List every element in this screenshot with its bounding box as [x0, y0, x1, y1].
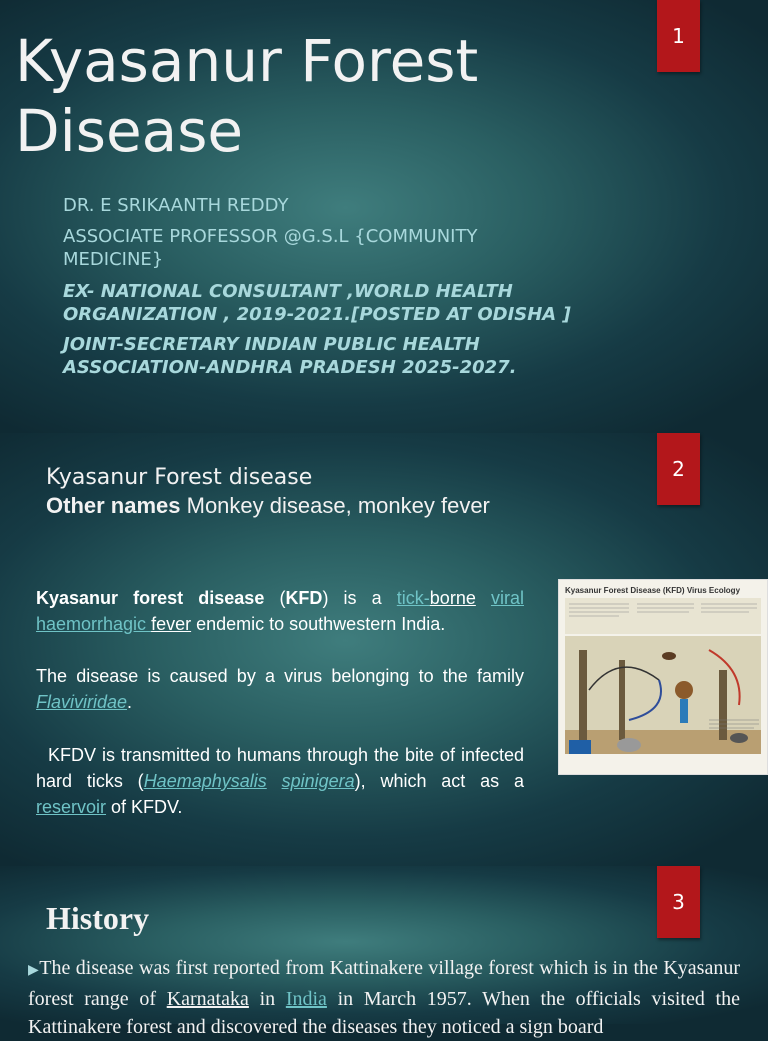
human-figure — [680, 699, 688, 723]
slide-title: History — [46, 900, 150, 936]
slide-title — [15, 26, 615, 166]
text: in — [248, 988, 286, 1010]
paragraph-cause — [36, 663, 524, 715]
title-line-1: Kyasanur Forest — [15, 27, 479, 95]
slide-title: Kyasanur Forest disease — [46, 465, 313, 490]
kfd-abbr: KFD — [285, 588, 323, 608]
rodent — [662, 652, 676, 660]
text — [476, 588, 491, 608]
monkey — [675, 681, 693, 699]
link-reservoir[interactable]: reservoir — [36, 797, 107, 817]
text — [267, 771, 282, 791]
link-tick[interactable]: tick- — [396, 588, 430, 608]
text: in March 1957. When the officials visited the Kattinakere forest and discovered the diseases they noticed a sign board — [28, 988, 740, 1038]
ecology-illustration — [559, 580, 767, 774]
text: endemic to southwestern India. — [191, 614, 446, 634]
other-names-value: Monkey disease, monkey fever — [186, 493, 490, 518]
cattle — [617, 738, 641, 752]
text: ( — [264, 588, 286, 608]
text: ) is a — [322, 588, 397, 608]
link-flaviviridae[interactable]: Flaviviridae — [36, 692, 128, 712]
ground — [565, 730, 761, 754]
paragraph-definition — [36, 585, 524, 637]
text: . — [127, 692, 133, 712]
text: The disease was first reported from Kattinakere village forest which is in the Kyasanur forest range of — [28, 957, 740, 1010]
link-fever[interactable]: fever — [151, 614, 192, 634]
slide-number-badge: 3 — [657, 866, 700, 938]
author-consultant: EX- NATIONAL CONSULTANT ,WORLD HEALTH ORGANIZATION , 2019-2021.[POSTED AT ODISHA ] — [63, 281, 571, 325]
virus-ecology-figure — [558, 579, 768, 775]
text: The disease is caused by a virus belonging to the family — [36, 666, 524, 686]
slide-3 — [0, 866, 768, 1038]
person-sitting — [730, 733, 748, 743]
text: of KFDV. — [106, 797, 183, 817]
cdc-logo — [569, 740, 591, 754]
link-spinigera[interactable]: spinigera — [281, 771, 355, 791]
link-india[interactable]: India — [285, 988, 327, 1010]
text: KFDV is transmitted to humans through the bite of infected hard ticks ( — [36, 745, 530, 791]
link-karnataka[interactable]: Karnataka — [166, 988, 249, 1010]
slide-2 — [0, 433, 768, 866]
figure-title: Kyasanur Forest Disease (KFD) Virus Ecology — [565, 586, 741, 595]
text: ), which act as a — [354, 771, 529, 791]
slide-1 — [0, 0, 768, 433]
title-line-2: Disease — [15, 97, 244, 165]
history-paragraph — [28, 954, 740, 1041]
link-viral[interactable]: viral — [490, 588, 524, 608]
link-borne[interactable]: borne — [429, 588, 476, 608]
link-haemorrhagic[interactable]: haemorrhagic — [36, 614, 152, 634]
author-name: DR. E SRIKAANTH REDDY — [63, 195, 289, 216]
other-names-label: Other names — [46, 493, 181, 518]
other-names — [46, 493, 606, 519]
author-secretary: JOINT-SECRETARY INDIAN PUBLIC HEALTH ASSOCIATION-ANDHRA PRADESH 2025-2027. — [63, 334, 517, 378]
author-position: ASSOCIATE PROFESSOR @G.S.L {COMMUNITY MEDICINE} — [63, 226, 478, 270]
link-haemaphysalis[interactable]: Haemaphysalis — [143, 771, 267, 791]
slide-number-badge: 1 — [657, 0, 700, 72]
kfd-full-name: Kyasanur forest disease — [36, 588, 265, 608]
paragraph-transmission — [36, 742, 530, 820]
bullet-arrow-icon: ▶ — [28, 963, 40, 978]
slide-number-badge: 2 — [657, 433, 700, 505]
